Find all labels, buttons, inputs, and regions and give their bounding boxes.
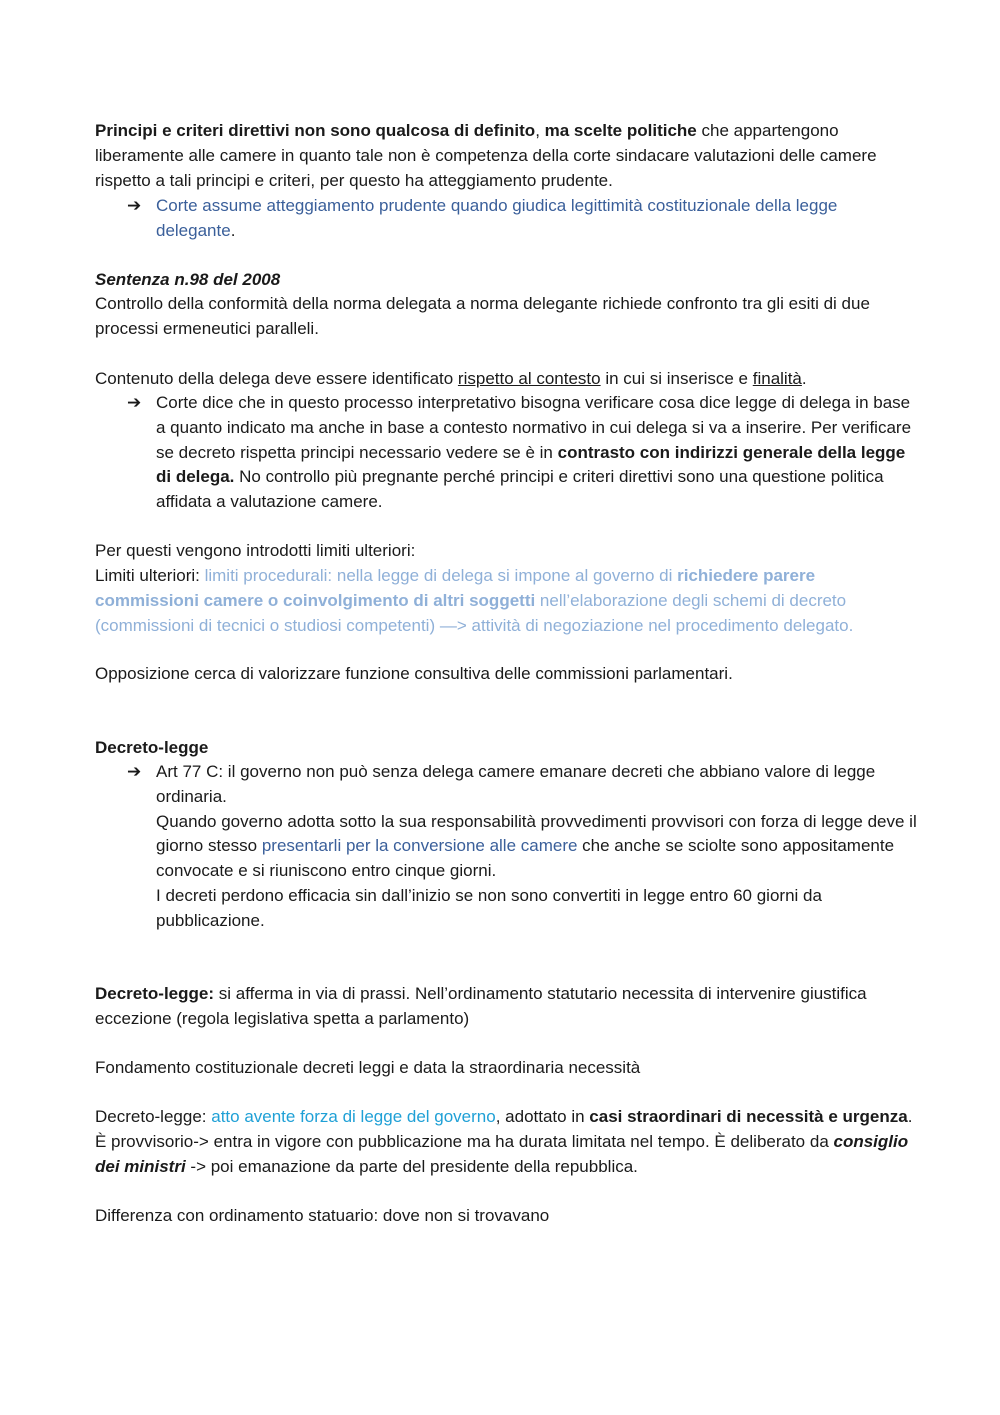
light-blue-text: limiti procedurali: nella legge di delega si impone al governo di [204, 566, 678, 585]
bold-text: Principi e criteri direttivi non sono qualcosa di definito [95, 121, 536, 140]
text: Fondamento costituzionale decreti leggi e data la straordinaria necessità [95, 1058, 641, 1077]
paragraph-contenuto [95, 367, 915, 392]
underlined-text: rispetto al contesto [457, 369, 601, 388]
paragraph-controllo [95, 292, 915, 342]
underlined-text: finalità [752, 369, 802, 388]
text: Art 77 C: il governo non può senza delega camere emanare decreti che abbiano valore di legge ordinaria. [156, 762, 876, 806]
text: -> poi emanazione da parte del presidente della repubblica. [185, 1156, 638, 1176]
paragraph-fondamento [95, 1056, 915, 1081]
text: Contenuto della delega deve essere identificato [95, 369, 458, 388]
blue-text: presentarli per la conversione alle camere [261, 836, 578, 856]
text: Decreto-legge: [95, 1107, 212, 1126]
text: che anche se sciolte sono appositamente convocate e si riuniscono entro cinque giorni. [156, 836, 895, 881]
bold-text: ma scelte politiche [544, 121, 697, 140]
bold-italic-heading: Sentenza n.98 del 2008 [95, 270, 281, 289]
cyan-text: atto avente forza di legge del governo [211, 1107, 496, 1126]
text: . [230, 220, 236, 240]
bold-italic-text: consiglio dei ministri [95, 1131, 909, 1176]
text: . È provvisorio-> entra in vigore con pubblicazione ma ha durata limitata nel tempo. È deliberato da [95, 1107, 913, 1151]
text: in cui si inserisce e [600, 369, 753, 388]
paragraph-limiti [95, 564, 915, 638]
light-blue-text: nell’elaborazione degli schemi di decreto (commissioni di tecnici o studiosi competenti) —> attività di negoziazione nel procedimento delegato. [95, 590, 854, 635]
bullet-corte [127, 194, 917, 244]
text: Differenza con ordinamento statuario: dove non si trovavano [95, 1206, 550, 1225]
arrow-bullet-icon: ➔ [127, 393, 142, 413]
arrow-bullet-icon: ➔ [127, 196, 142, 216]
paragraph-decreto-definizione [95, 1105, 915, 1179]
bullet-art77 [127, 760, 917, 934]
text: Controllo della conformità della norma delegata a norma delegante richiede confronto tra gli esiti di due processi ermeneutici paralleli. [95, 294, 870, 338]
paragraph-opposizione [95, 662, 915, 687]
text: si afferma in via di prassi. Nell’ordinamento statutario necessita di intervenire giustifica eccezione (regola legislativa spetta a parlamento) [95, 984, 867, 1028]
text: . [801, 369, 807, 388]
bold-heading: Decreto-legge [95, 738, 209, 757]
text: che appartengono liberamente alle camere in quanto tale non è competenza della corte sindacare valutazioni delle camere rispetto a tali principi e criteri, per questo ha atteggiamento prudente. [95, 121, 877, 190]
bold-text: Decreto-legge: [95, 984, 215, 1003]
line-provvedimenti [156, 810, 917, 884]
paragraph-decreto-prassi [95, 982, 915, 1032]
arrow-bullet-icon: ➔ [127, 762, 142, 782]
light-blue-bold-text: richiedere parere commissioni camere o coinvolgimento di altri soggetti [95, 566, 816, 610]
text: Per questi vengono introdotti limiti ulteriori: [95, 541, 416, 560]
text: Limiti ulteriori: [95, 566, 205, 585]
text: Opposizione cerca di valorizzare funzione consultiva delle commissioni parlamentari. [95, 664, 733, 683]
paragraph-differenza [95, 1204, 915, 1229]
blue-text: Corte assume atteggiamento prudente quando giudica legittimità costituzionale della legge delegante [156, 196, 838, 240]
bold-text: contrasto con indirizzi generale della legge di delega. [156, 442, 906, 487]
text: Quando governo adotta sotto la sua responsabilità provvedimenti provvisori con forza di legge deve il giorno stesso [156, 811, 917, 856]
heading-sentenza [95, 268, 915, 293]
text: Corte dice che in questo processo interpretativo bisogna verificare cosa dice legge di delega in base a quanto indicato ma anche in base a contesto normativo in cui delega si va a inserire. Per verificare se decreto rispetta principi necessario vedere se è in [156, 393, 912, 462]
text: , [535, 121, 545, 140]
bold-text: casi straordinari di necessità e urgenza [589, 1107, 908, 1126]
paragraph-limiti-intro [95, 539, 915, 564]
text: No controllo più pregnante perché principi e criteri direttivi sono una questione politica affidata a valutazione camere. [156, 467, 884, 512]
bullet-processo [127, 391, 917, 515]
paragraph-principi [95, 119, 915, 193]
heading-decreto-legge [95, 736, 915, 761]
text: I decreti perdono efficacia sin dall’inizio se non sono convertiti in legge entro 60 giorni da pubblicazione. [156, 885, 822, 930]
text: , adottato in [495, 1107, 590, 1126]
